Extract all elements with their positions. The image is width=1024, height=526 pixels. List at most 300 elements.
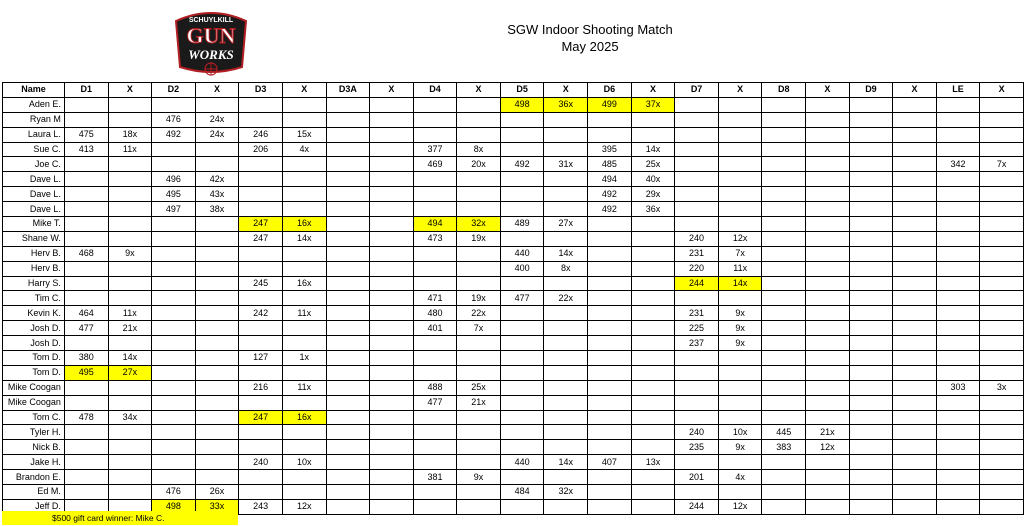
score-cell (806, 217, 850, 232)
score-cell (849, 440, 893, 455)
column-header-le: LE (936, 83, 980, 98)
score-cell (893, 246, 936, 261)
score-cell: 14x (282, 231, 326, 246)
score-cell (631, 440, 675, 455)
score-cell (718, 365, 762, 380)
score-cell (718, 351, 762, 366)
score-cell: 494 (588, 172, 632, 187)
score-cell (675, 485, 719, 500)
score-cell (457, 351, 501, 366)
score-cell (370, 112, 413, 127)
score-cell (675, 291, 719, 306)
score-cell: 11x (108, 142, 152, 157)
score-cell (326, 246, 370, 261)
score-cell (544, 202, 588, 217)
score-cell (806, 365, 850, 380)
score-cell (500, 365, 544, 380)
score-cell (195, 291, 239, 306)
score-cell (806, 127, 850, 142)
score-cell (675, 455, 719, 470)
score-cell (675, 127, 719, 142)
score-cell (326, 410, 370, 425)
score-cell (806, 336, 850, 351)
score-cell: 395 (588, 142, 632, 157)
shooter-name: Dave L. (3, 202, 65, 217)
score-cell (239, 187, 283, 202)
score-cell: 21x (108, 321, 152, 336)
score-cell (631, 351, 675, 366)
score-cell (762, 172, 806, 187)
score-cell (588, 217, 632, 232)
score-cell (326, 172, 370, 187)
shooter-name: Joe C. (3, 157, 65, 172)
score-cell (370, 142, 413, 157)
score-cell (675, 142, 719, 157)
score-cell (370, 365, 413, 380)
score-cell (370, 246, 413, 261)
shooter-name: Shane W. (3, 231, 65, 246)
score-cell (588, 291, 632, 306)
score-cell (893, 187, 936, 202)
score-cell: 235 (675, 440, 719, 455)
score-cell (762, 97, 806, 112)
header-row (3, 83, 1024, 98)
score-cell: 11x (282, 380, 326, 395)
score-cell (588, 246, 632, 261)
score-cell (282, 395, 326, 410)
score-cell (544, 306, 588, 321)
score-cell (457, 455, 501, 470)
score-cell (980, 425, 1024, 440)
score-cell (64, 112, 108, 127)
score-cell (108, 425, 152, 440)
score-cell (762, 499, 806, 514)
score-cell: 471 (413, 291, 457, 306)
score-cell (631, 336, 675, 351)
score-cell (936, 172, 980, 187)
score-cell: 24x (195, 127, 239, 142)
score-cell (936, 440, 980, 455)
table-row (3, 127, 1024, 142)
score-cell (718, 187, 762, 202)
score-cell (762, 395, 806, 410)
score-cell (936, 470, 980, 485)
score-cell (980, 127, 1024, 142)
score-cell: 484 (500, 485, 544, 500)
score-cell: 27x (544, 217, 588, 232)
score-cell: 240 (239, 455, 283, 470)
score-cell (849, 97, 893, 112)
score-cell (588, 485, 632, 500)
score-cell (152, 365, 196, 380)
shooter-name: Josh D. (3, 336, 65, 351)
score-cell (239, 261, 283, 276)
score-cell (849, 112, 893, 127)
score-cell: 16x (282, 410, 326, 425)
score-cell: 38x (195, 202, 239, 217)
shooter-name: Tim C. (3, 291, 65, 306)
score-cell (893, 485, 936, 500)
score-cell (544, 380, 588, 395)
score-cell (239, 395, 283, 410)
shooter-name: Dave L. (3, 187, 65, 202)
score-cell: 377 (413, 142, 457, 157)
shooter-name: Mike T. (3, 217, 65, 232)
score-cell (326, 321, 370, 336)
score-cell (806, 231, 850, 246)
score-cell (108, 291, 152, 306)
score-cell (413, 172, 457, 187)
score-cell (108, 276, 152, 291)
score-cell (631, 365, 675, 380)
score-cell (195, 306, 239, 321)
score-cell: 19x (457, 291, 501, 306)
table-row (3, 97, 1024, 112)
score-cell (195, 440, 239, 455)
score-cell (108, 395, 152, 410)
score-cell (936, 321, 980, 336)
column-header-d9x: X (893, 83, 936, 98)
score-cell (500, 410, 544, 425)
score-cell (413, 276, 457, 291)
score-cell (152, 440, 196, 455)
score-cell: 12x (718, 231, 762, 246)
score-cell (849, 246, 893, 261)
score-cell (282, 425, 326, 440)
score-cell (762, 142, 806, 157)
score-cell (413, 187, 457, 202)
score-cell: 246 (239, 127, 283, 142)
score-cell (806, 470, 850, 485)
score-cell (893, 142, 936, 157)
score-cell (544, 142, 588, 157)
score-cell (152, 425, 196, 440)
score-cell: 8x (544, 261, 588, 276)
score-cell (762, 306, 806, 321)
score-cell (370, 276, 413, 291)
score-cell (980, 276, 1024, 291)
score-cell: 231 (675, 306, 719, 321)
score-cell: 407 (588, 455, 632, 470)
score-cell (500, 440, 544, 455)
score-cell (980, 202, 1024, 217)
score-cell: 240 (675, 425, 719, 440)
score-cell: 485 (588, 157, 632, 172)
score-cell (588, 365, 632, 380)
score-cell (893, 231, 936, 246)
match-title: SGW Indoor Shooting Match (507, 22, 673, 37)
score-cell (108, 112, 152, 127)
score-cell (64, 157, 108, 172)
score-cell (849, 291, 893, 306)
score-cell (762, 261, 806, 276)
score-cell (195, 231, 239, 246)
score-cell: 492 (500, 157, 544, 172)
score-cell (980, 395, 1024, 410)
score-cell (326, 380, 370, 395)
score-cell (718, 410, 762, 425)
score-cell (893, 217, 936, 232)
score-cell (718, 97, 762, 112)
score-cell (152, 291, 196, 306)
shooter-name: Tyler H. (3, 425, 65, 440)
table-row (3, 246, 1024, 261)
score-cell (326, 351, 370, 366)
score-cell (675, 217, 719, 232)
shooter-name: Aden E. (3, 97, 65, 112)
score-cell (152, 306, 196, 321)
score-cell (544, 351, 588, 366)
score-cell (64, 380, 108, 395)
shooter-name: Harry S. (3, 276, 65, 291)
score-cell (849, 321, 893, 336)
shooter-name: Josh D. (3, 321, 65, 336)
score-cell (762, 157, 806, 172)
score-cell (588, 276, 632, 291)
score-cell: 488 (413, 380, 457, 395)
score-cell (893, 336, 936, 351)
score-cell (718, 142, 762, 157)
score-cell (936, 127, 980, 142)
score-cell: 342 (936, 157, 980, 172)
score-cell (936, 187, 980, 202)
score-cell (980, 112, 1024, 127)
score-cell: 468 (64, 246, 108, 261)
score-cell: 14x (544, 246, 588, 261)
score-cell (806, 321, 850, 336)
score-cell: 33x (195, 499, 239, 514)
score-cell (936, 306, 980, 321)
score-cell (326, 291, 370, 306)
score-cell: 29x (631, 187, 675, 202)
score-cell (457, 127, 501, 142)
column-header-d5x: X (544, 83, 588, 98)
score-cell: 489 (500, 217, 544, 232)
score-cell (500, 276, 544, 291)
score-cell (282, 291, 326, 306)
score-cell: 9x (718, 440, 762, 455)
score-cell (849, 499, 893, 514)
score-cell: 247 (239, 231, 283, 246)
table-row (3, 112, 1024, 127)
column-header-d4x: X (457, 83, 501, 98)
score-cell (370, 187, 413, 202)
score-cell (893, 425, 936, 440)
score-cell (282, 202, 326, 217)
score-cell (195, 410, 239, 425)
score-cell (631, 306, 675, 321)
score-cell (544, 276, 588, 291)
score-cell: 11x (108, 306, 152, 321)
score-cell (849, 172, 893, 187)
score-cell (152, 142, 196, 157)
score-cell (762, 187, 806, 202)
score-cell (195, 395, 239, 410)
score-cell (718, 455, 762, 470)
score-cell: 20x (457, 157, 501, 172)
score-cell: 383 (762, 440, 806, 455)
score-cell: 476 (152, 485, 196, 500)
score-cell (849, 261, 893, 276)
score-cell (152, 470, 196, 485)
score-cell (588, 231, 632, 246)
shooter-name: Tom D. (3, 351, 65, 366)
score-cell (370, 351, 413, 366)
score-cell (64, 261, 108, 276)
score-cell (326, 112, 370, 127)
score-cell: 12x (718, 499, 762, 514)
score-cell (282, 246, 326, 261)
score-cell (195, 351, 239, 366)
score-cell (675, 172, 719, 187)
score-cell (893, 410, 936, 425)
score-cell (370, 97, 413, 112)
score-cell (849, 425, 893, 440)
score-cell (936, 112, 980, 127)
score-cell (806, 306, 850, 321)
shooter-name: Mike Coogan (3, 395, 65, 410)
score-cell (457, 425, 501, 440)
score-cell: 7x (980, 157, 1024, 172)
column-header-d1x: X (108, 83, 152, 98)
score-cell (631, 395, 675, 410)
column-header-d6x: X (631, 83, 675, 98)
score-cell (108, 187, 152, 202)
score-cell (195, 142, 239, 157)
score-cell (849, 470, 893, 485)
score-cell (413, 351, 457, 366)
score-cell (64, 97, 108, 112)
svg-text:GUN: GUN (186, 23, 236, 48)
score-cell (108, 202, 152, 217)
score-cell: 36x (631, 202, 675, 217)
table-row (3, 157, 1024, 172)
score-cell (849, 306, 893, 321)
score-cell (413, 336, 457, 351)
score-cell (675, 365, 719, 380)
score-cell (631, 425, 675, 440)
score-cell (195, 261, 239, 276)
score-cell (457, 410, 501, 425)
score-cell: 247 (239, 410, 283, 425)
score-cell (108, 217, 152, 232)
table-row (3, 321, 1024, 336)
shooter-name: Tom C. (3, 410, 65, 425)
score-cell: 303 (936, 380, 980, 395)
score-cell (849, 217, 893, 232)
score-cell (588, 306, 632, 321)
score-cell (718, 217, 762, 232)
score-cell: 31x (544, 157, 588, 172)
score-cell (326, 231, 370, 246)
score-cell (936, 276, 980, 291)
shooter-name: Sue C. (3, 142, 65, 157)
score-cell (980, 499, 1024, 514)
score-cell (762, 336, 806, 351)
score-cell (806, 172, 850, 187)
column-header-d3x: X (282, 83, 326, 98)
score-cell (588, 112, 632, 127)
score-cell (806, 187, 850, 202)
score-cell (239, 172, 283, 187)
score-cell (893, 395, 936, 410)
score-cell (195, 425, 239, 440)
score-cell (500, 202, 544, 217)
score-cell (195, 321, 239, 336)
score-cell: 43x (195, 187, 239, 202)
score-cell (457, 499, 501, 514)
score-cell (675, 202, 719, 217)
score-cell (762, 291, 806, 306)
score-cell (631, 485, 675, 500)
score-cell (413, 97, 457, 112)
score-cell (413, 112, 457, 127)
score-cell (282, 157, 326, 172)
score-cell (893, 97, 936, 112)
score-cell (544, 440, 588, 455)
score-cell (980, 440, 1024, 455)
score-cell (370, 455, 413, 470)
column-header-d8: D8 (762, 83, 806, 98)
score-cell (195, 157, 239, 172)
score-cell (370, 440, 413, 455)
score-cell: 492 (588, 187, 632, 202)
score-cell: 220 (675, 261, 719, 276)
score-cell (195, 455, 239, 470)
score-cell (762, 380, 806, 395)
score-cell (893, 321, 936, 336)
score-cell (806, 395, 850, 410)
score-cell (762, 485, 806, 500)
score-cell (239, 246, 283, 261)
score-cell (631, 499, 675, 514)
score-cell (980, 291, 1024, 306)
score-cell: 492 (152, 127, 196, 142)
score-cell (108, 261, 152, 276)
score-cell (239, 291, 283, 306)
score-cell (980, 246, 1024, 261)
score-cell (762, 112, 806, 127)
score-cell: 9x (108, 246, 152, 261)
score-cell (806, 291, 850, 306)
score-cell (64, 440, 108, 455)
score-cell (370, 217, 413, 232)
score-cell (326, 97, 370, 112)
score-cell (64, 395, 108, 410)
score-cell: 7x (718, 246, 762, 261)
column-header-lex: X (980, 83, 1024, 98)
column-header-d2x: X (195, 83, 239, 98)
score-cell: 475 (64, 127, 108, 142)
score-cell (457, 485, 501, 500)
score-cell: 243 (239, 499, 283, 514)
gun-works-logo (170, 7, 252, 77)
score-cell: 19x (457, 231, 501, 246)
score-cell (500, 187, 544, 202)
score-cell: 9x (718, 336, 762, 351)
score-cell: 32x (457, 217, 501, 232)
score-cell: 14x (631, 142, 675, 157)
score-cell (980, 455, 1024, 470)
score-cell (806, 410, 850, 425)
score-cell (718, 202, 762, 217)
column-header-d6: D6 (588, 83, 632, 98)
score-cell (108, 455, 152, 470)
score-cell (282, 321, 326, 336)
score-cell (370, 261, 413, 276)
score-cell (64, 336, 108, 351)
score-cell (806, 485, 850, 500)
